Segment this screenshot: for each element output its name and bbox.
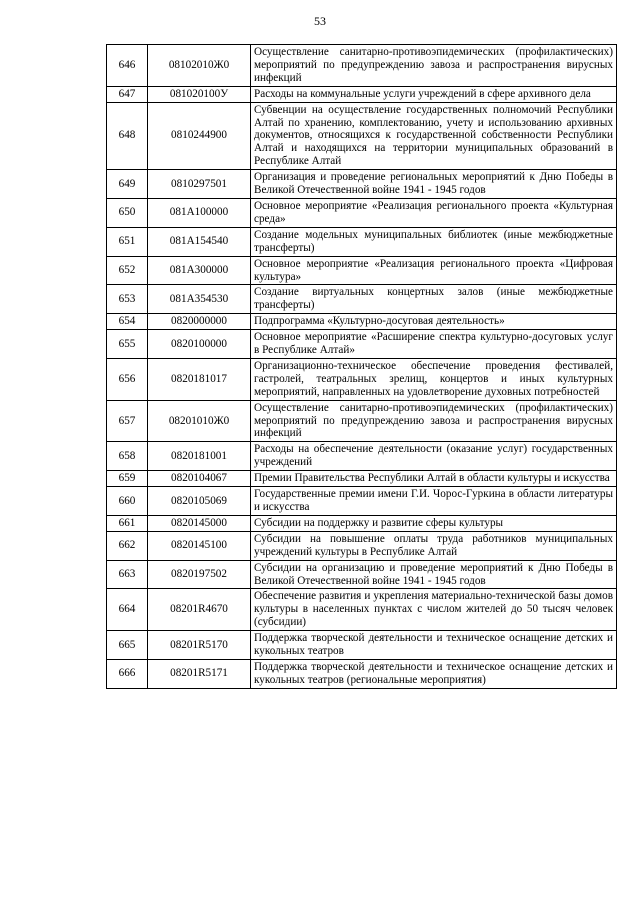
budget-code: 0820181001 bbox=[148, 442, 251, 471]
budget-code: 081020100У bbox=[148, 86, 251, 102]
row-number: 649 bbox=[107, 170, 148, 199]
row-number: 651 bbox=[107, 227, 148, 256]
row-description: Осуществление санитарно-противоэпидемических (профилактических) мероприятий по предупреждению завоза и распространения вирусных инфекций bbox=[251, 45, 617, 87]
table-row bbox=[107, 442, 617, 471]
row-number: 653 bbox=[107, 285, 148, 314]
row-description: Обеспечение развития и укрепления материально-технической базы домов культуры в населенных пунктах с числом жителей до 50 тысяч человек (субсидии) bbox=[251, 589, 617, 631]
row-description: Премии Правительства Республики Алтай в области культуры и искусства bbox=[251, 471, 617, 487]
budget-code: 081A354530 bbox=[148, 285, 251, 314]
row-description: Основное мероприятие «Реализация регионального проекта «Культурная среда» bbox=[251, 198, 617, 227]
budget-code: 0820000000 bbox=[148, 314, 251, 330]
table-row bbox=[107, 45, 617, 87]
table-row bbox=[107, 102, 617, 170]
table-row bbox=[107, 487, 617, 516]
row-description: Поддержка творческой деятельности и техническое оснащение детских и кукольных театров (региональные мероприятия) bbox=[251, 659, 617, 688]
budget-code: 081A300000 bbox=[148, 256, 251, 285]
budget-code: 0810297501 bbox=[148, 170, 251, 199]
budget-code: 0810244900 bbox=[148, 102, 251, 170]
table-row bbox=[107, 198, 617, 227]
row-description: Основное мероприятие «Расширение спектра культурно-досуговых услуг в Республике Алтай» bbox=[251, 330, 617, 359]
table-row bbox=[107, 227, 617, 256]
row-number: 658 bbox=[107, 442, 148, 471]
table-row bbox=[107, 400, 617, 442]
budget-code: 0820105069 bbox=[148, 487, 251, 516]
row-number: 666 bbox=[107, 659, 148, 688]
row-number: 646 bbox=[107, 45, 148, 87]
table-body bbox=[107, 45, 617, 689]
budget-code: 0820145000 bbox=[148, 515, 251, 531]
row-description: Субсидии на повышение оплаты труда работников муниципальных учреждений культуры в Республике Алтай bbox=[251, 531, 617, 560]
table-row bbox=[107, 560, 617, 589]
table-row bbox=[107, 531, 617, 560]
row-description: Основное мероприятие «Реализация регионального проекта «Цифровая культура» bbox=[251, 256, 617, 285]
table-row bbox=[107, 631, 617, 660]
budget-code: 08102010Ж0 bbox=[148, 45, 251, 87]
row-number: 647 bbox=[107, 86, 148, 102]
table-row bbox=[107, 86, 617, 102]
row-number: 662 bbox=[107, 531, 148, 560]
row-description: Субсидии на поддержку и развитие сферы культуры bbox=[251, 515, 617, 531]
row-number: 661 bbox=[107, 515, 148, 531]
row-description: Государственные премии имени Г.И. Чорос-Гуркина в области литературы и искусства bbox=[251, 487, 617, 516]
row-number: 648 bbox=[107, 102, 148, 170]
budget-code: 0820100000 bbox=[148, 330, 251, 359]
table-row bbox=[107, 358, 617, 400]
row-description: Осуществление санитарно-противоэпидемических (профилактических) мероприятий по предупреждению завоза и распространения вирусных инфекций bbox=[251, 400, 617, 442]
row-description: Создание виртуальных концертных залов (иные межбюджетные трансферты) bbox=[251, 285, 617, 314]
table-row bbox=[107, 330, 617, 359]
row-number: 654 bbox=[107, 314, 148, 330]
row-description: Создание модельных муниципальных библиотек (иные межбюджетные трансферты) bbox=[251, 227, 617, 256]
budget-code: 0820197502 bbox=[148, 560, 251, 589]
row-description: Расходы на коммунальные услуги учреждений в сфере архивного дела bbox=[251, 86, 617, 102]
table-row bbox=[107, 285, 617, 314]
budget-code: 0820181017 bbox=[148, 358, 251, 400]
table-row bbox=[107, 659, 617, 688]
table-row bbox=[107, 170, 617, 199]
budget-code: 081A154540 bbox=[148, 227, 251, 256]
row-description: Организационно-техническое обеспечение проведения фестивалей, гастролей, театральных зрелищ, концертов и иных культурных мероприятий, направленных на удовлетворение духовных потребностей bbox=[251, 358, 617, 400]
table-row bbox=[107, 314, 617, 330]
row-number: 665 bbox=[107, 631, 148, 660]
row-number: 659 bbox=[107, 471, 148, 487]
budget-code: 08201R5171 bbox=[148, 659, 251, 688]
row-number: 660 bbox=[107, 487, 148, 516]
table-row bbox=[107, 589, 617, 631]
row-description: Организация и проведение региональных мероприятий к Дню Победы в Великой Отечественной войне 1941 - 1945 годов bbox=[251, 170, 617, 199]
row-number: 655 bbox=[107, 330, 148, 359]
row-number: 650 bbox=[107, 198, 148, 227]
row-description: Расходы на обеспечение деятельности (оказание услуг) государственных учреждений bbox=[251, 442, 617, 471]
row-description: Субвенции на осуществление государственных полномочий Республики Алтай по хранению, комплектованию, учету и использованию архивных документов, относящихся к государственной собственности Республики Алтай и находящихся на территории муниципальных образований в Республике Алтай bbox=[251, 102, 617, 170]
budget-code: 0820145100 bbox=[148, 531, 251, 560]
budget-code: 08201R5170 bbox=[148, 631, 251, 660]
budget-code: 0820104067 bbox=[148, 471, 251, 487]
row-description: Субсидии на организацию и проведение мероприятий к Дню Победы в Великой Отечественной войне 1941 - 1945 годов bbox=[251, 560, 617, 589]
row-number: 656 bbox=[107, 358, 148, 400]
budget-code: 081A100000 bbox=[148, 198, 251, 227]
row-number: 663 bbox=[107, 560, 148, 589]
table-row bbox=[107, 515, 617, 531]
row-number: 657 bbox=[107, 400, 148, 442]
table-row bbox=[107, 256, 617, 285]
page-number: 53 bbox=[314, 14, 326, 28]
budget-code: 08201R4670 bbox=[148, 589, 251, 631]
row-description: Поддержка творческой деятельности и техническое оснащение детских и кукольных театров bbox=[251, 631, 617, 660]
budget-codes-table bbox=[106, 44, 617, 689]
row-description: Подпрограмма «Культурно-досуговая деятельность» bbox=[251, 314, 617, 330]
table-row bbox=[107, 471, 617, 487]
budget-code: 08201010Ж0 bbox=[148, 400, 251, 442]
row-number: 664 bbox=[107, 589, 148, 631]
row-number: 652 bbox=[107, 256, 148, 285]
